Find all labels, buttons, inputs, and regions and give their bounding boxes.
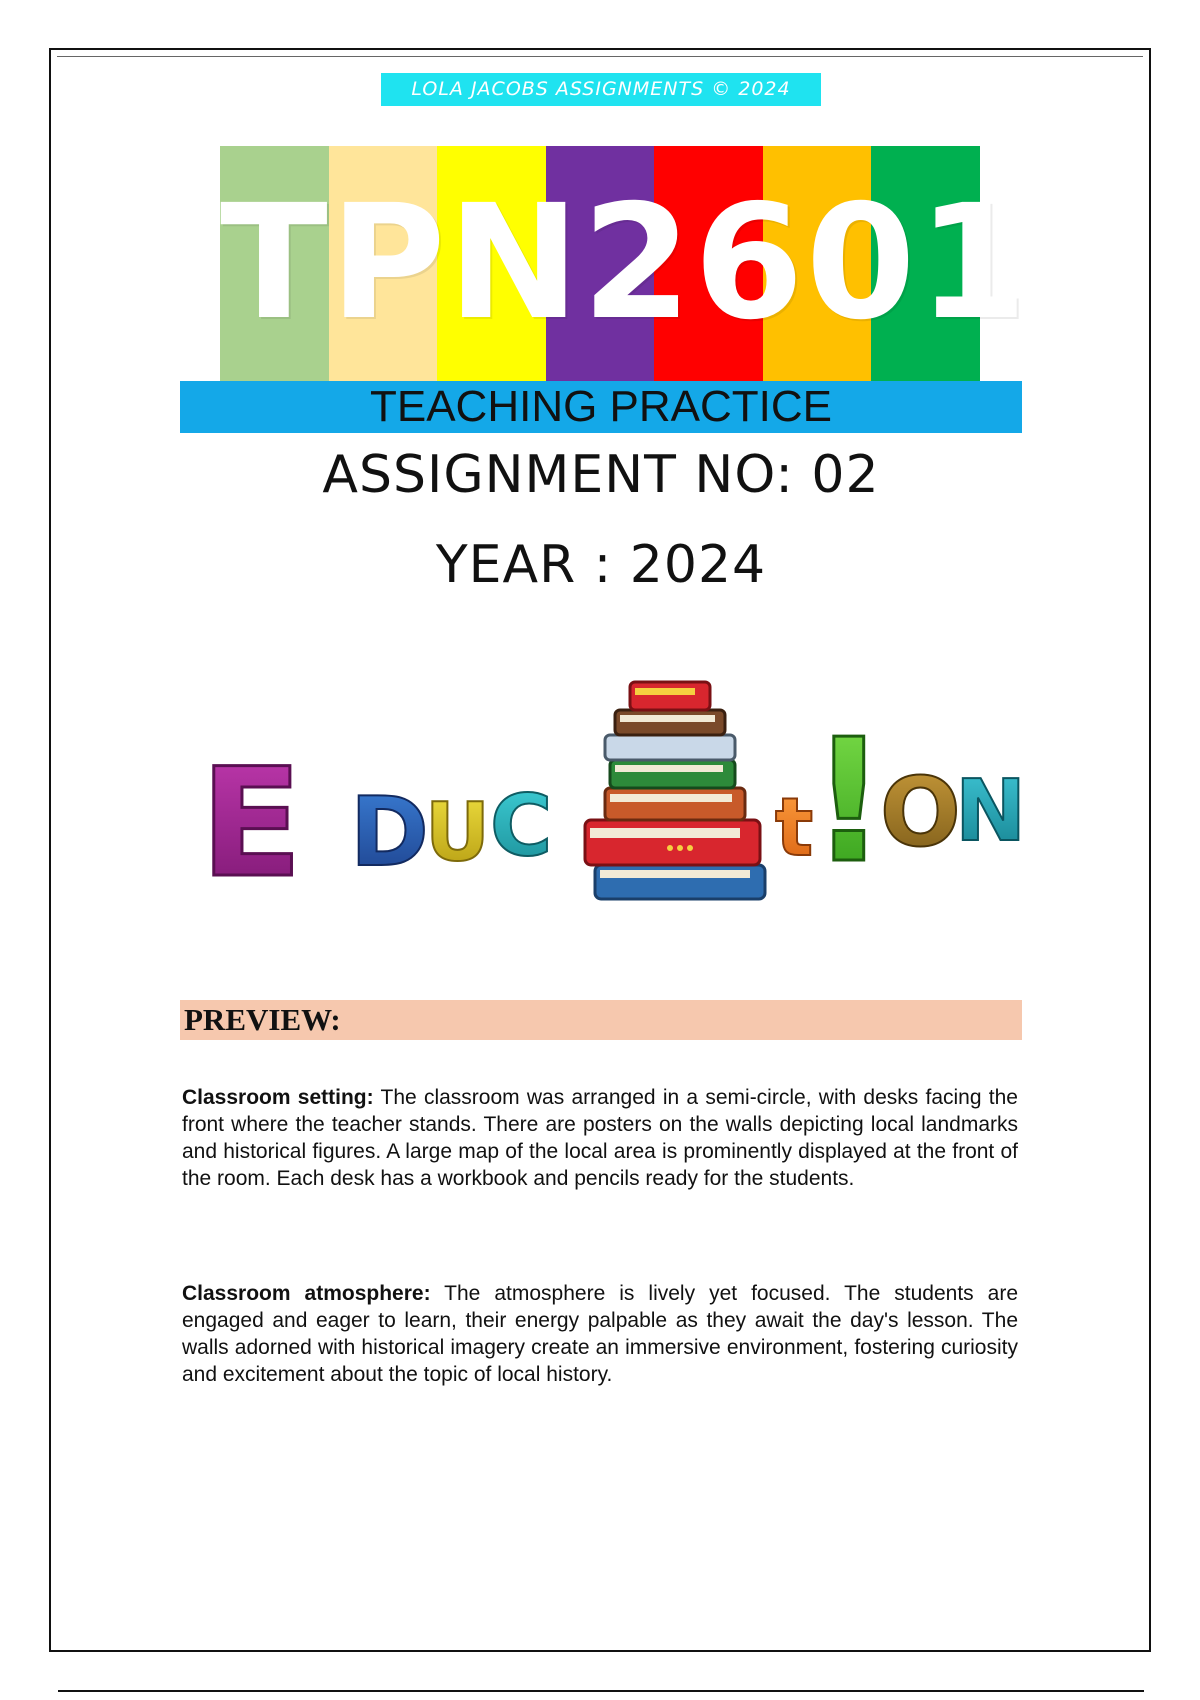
paragraph-label: Classroom setting: [182,1086,374,1109]
preview-heading: PREVIEW: [180,1000,1022,1040]
subtitle-bar: TEACHING PRACTICE [180,381,1022,433]
preview-paragraph-atmosphere [182,1280,1018,1388]
preview-paragraph-setting [182,1084,1018,1192]
assignment-year: YEAR : 2024 [435,535,767,595]
logo-letter-n: N [955,762,1027,861]
paragraph-text: The atmosphere is lively yet focused. The students are engaged and eager to learn, their energy palpable as they await the day's lesson. The walls adorned with historical imagery create an immersive environment, fostering curiosity and excitement about the topic of local history. [182,1282,1018,1386]
book-stack-icon [585,682,765,899]
logo-letter-d: D [350,778,429,888]
logo-letter-u: U [425,786,490,879]
logo-letter-t: t [775,781,814,874]
watermark: LOLA JACOBS ASSIGNMENTS © 2024 [381,73,821,106]
course-code: TPN2601 [220,171,1030,355]
paragraph-label: Classroom atmosphere: [182,1282,431,1305]
paragraph-text: The classroom was arranged in a semi-circle, with desks facing the front where the teacher stands. There are posters on the walls depicting local landmarks and historical figures. A large map of the local area is prominently displayed at the front of the room. Each desk has a workbook and pencils ready for the students. [182,1086,1018,1190]
logo-letter-o: O [880,758,961,868]
logo-letter-exclamation: ! [810,703,888,901]
assignment-number: ASSIGNMENT NO: 02 [322,445,880,505]
education-logo [200,660,1070,960]
logo-letter-c: C [490,777,553,876]
bottom-rule [58,1690,1144,1692]
logo-letter-e: E [200,737,303,911]
